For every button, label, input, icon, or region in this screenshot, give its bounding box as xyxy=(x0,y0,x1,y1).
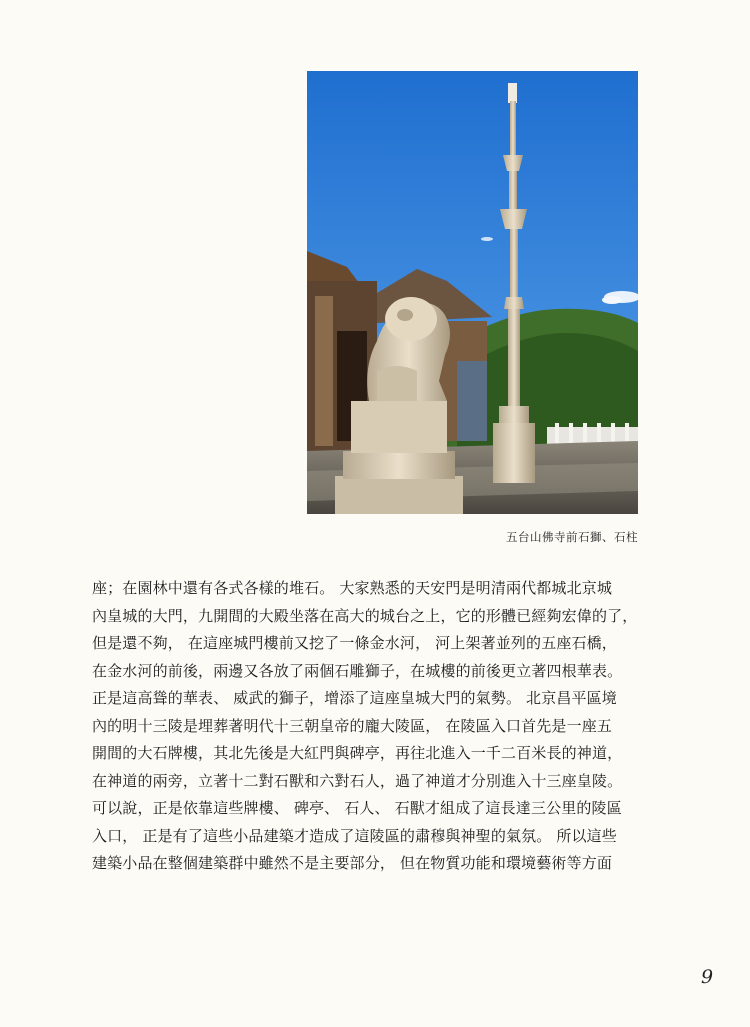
text-line: 正是這高聳的華表、 威武的獅子，增添了這座皇城大門的氣勢。 北京昌平區境 xyxy=(92,689,617,707)
text-line: 但是還不夠， 在這座城門樓前又挖了一條金水河， 河上架著並列的五座石橋， xyxy=(92,634,617,652)
text-line: 可以說，正是依靠這些牌樓、 碑亭、 石人、 石獸才組成了這長達三公里的陵區 xyxy=(92,799,622,817)
text-line: 開間的大石牌樓，其北先後是大紅門與碑亭，再往北進入一千二百米長的神道， xyxy=(92,744,623,762)
photo-caption: 五台山佛寺前石獅、石柱 xyxy=(506,530,638,544)
text-line: 建築小品在整個建築群中雖然不是主要部分， 但在物質功能和環境藝術等方面 xyxy=(92,854,613,872)
body-text xyxy=(92,575,652,878)
text-line: 在神道的兩旁，立著十二對石獸和六對石人，過了神道才分別進入十三座皇陵。 xyxy=(92,771,623,790)
text-line: 入口， 正是有了這些小品建築才造成了這陵區的肅穆與神聖的氣氛。 所以這些 xyxy=(92,826,617,845)
photo-stone-lion-and-pillar xyxy=(307,71,638,514)
text-line: 在金水河的前後，兩邊又各放了兩個石雕獅子，在城樓的前後更立著四根華表。 xyxy=(92,661,623,680)
text-line: 內皇城的大門，九開間的大殿坐落在高大的城台之上，它的形體已經夠宏偉的了， xyxy=(92,606,638,625)
text-line: 內的明十三陵是埋葬著明代十三朝皇帝的龐大陵區， 在陵區入口首先是一座五 xyxy=(92,716,613,735)
page-number: 9 xyxy=(701,966,714,988)
text-line: 座；在園林中還有各式各樣的堆石。 大家熟悉的天安門是明清兩代都城北京城 xyxy=(92,579,613,597)
